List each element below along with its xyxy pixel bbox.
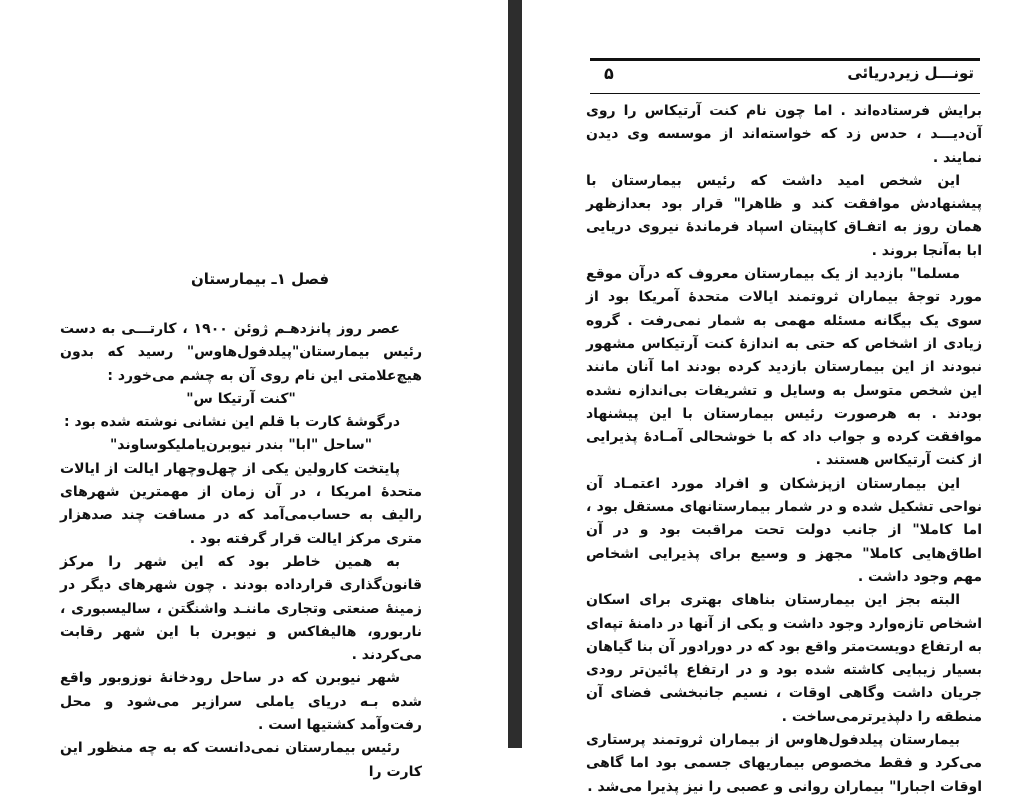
running-header (590, 58, 980, 94)
paragraph: برایش فرستاده‌اند . اما چون نام کنت آرتیکاس را روی آن‌دیـــد ، حدس زد که خواسته‌اند از موسسه وی دیدن نمایند . (586, 103, 982, 166)
paragraph: این بیمارستان ازپزشکان و افراد مورد اعتمـاد آن نواحی تشکیل شده و در شمار بیمارستانهای مستقل بود ، اما کاملا" از جانب دولت تحت مراقبت بود و در آن اطاق‌هایی کاملا" مجهز و وسیع برای پذیرایی اشخاص مهم وجود داشت . (586, 475, 982, 585)
right-page-text (586, 100, 982, 799)
address-line: "ساحل "ابا" بندر نیوبرن‌یاملیکوساوند" (109, 437, 373, 454)
paragraph: به همین خاطر بود که این شهر را مرکز قانون‌گذاری قرارداده بودند . چون شهرهای دیگر در زمینه‌ٔ صنعتی وتجاری ماننـد واشنگتن ، سالیسبوری ، ناربورو، هالیفاکس و نیوبرن با این شهر رقابت می‌کردند . (60, 553, 422, 664)
paragraph: البته بجز این بیمارستان بناهای بهتری برای اسکان اشخاص تازه‌وارد وجود داشت و یکی از آنها در دامنه‌ٔ تپه‌ای به ارتفاع دویست‌متر واقع بود که در دورادور آن بنا گیاهان بسیار زیبایی کاشته شده بود و در ارتفاع پائین‌تر رودی جریان داشت وگاهی اوقات ، نسیم جانبخشی فضای آن منطقه را دلپذیرترمی‌ساخت . (586, 592, 982, 725)
paragraph: درگوشه‌ٔ کارت با قلم این نشانی نوشته شده بود : (64, 414, 400, 431)
right-page (522, 0, 1024, 795)
page-number: ۵ (604, 64, 614, 83)
chapter-title: فصل ۱ـ بیمارستان (190, 270, 330, 288)
paragraph: مسلما" بازدید از یک بیمارستان معروف که درآن موقع مورد توجه‌ٔ بیماران ثروتمند ایالات متحده‌ٔ آمریکا بود از سوی یک بیگانه مسئله مهمی به شمار نمی‌رفت . گروه زیادی از اشخاص که حتی به اندازه‌ٔ کنت آرتیکاس مشهور نبودند از این بیمارستان بازدید کرده بودند اما آنان مانند این شخص متوسل به وسایل و تشریفات بی‌اندازه نشده بودند . به هرصورت رئیس بیمارستان با این پیشنهاد موافقت کرده و جواب داد که با خوشحالی آمـاده‌ٔ پذیرایی از کنت آرتیکاس هستند . (586, 266, 982, 469)
running-title: تونـــل زیردریائی (847, 64, 974, 82)
book-gutter (508, 0, 522, 748)
card-name-line: "کنت آرتیکا س" (186, 390, 296, 407)
paragraph: این شخص امید داشت که رئیس بیمارستان با پیشنهادش موافقت کند و ظاهرا" قرار بود بعدازظهر همان روز به اتفـاق کاپیتان اسپاد فرمانده‌ٔ نیروی دریایی ابا به‌آنجا بروند . (586, 172, 982, 259)
left-page (0, 0, 508, 780)
paragraph: عصر روز پانزدهـم ژوئن ۱۹۰۰ ، کارتـــی به دست رئیس بیمارستان"پیلدفول‌هاوس" رسید که بدون هیچ‌علامتی این نام روی آن به چشم می‌خورد : (60, 321, 422, 384)
left-page-text (60, 318, 422, 784)
paragraph: بیمارستان پیلدفول‌هاوس از بیماران ثروتمند پرستاری می‌کرد و فقط مخصوص بیماریهای جسمی بود اما گاهی اوقات اجبارا" بیماران روانی و عصبی را نیز پذیرا می‌شد . (586, 732, 982, 795)
paragraph: رئیس بیمارستان نمی‌دانست که به چه منظور این کارت را (60, 740, 422, 780)
paragraph: پایتخت کارولین یکی از چهل‌وچهار ایالت از ایالات متحده‌ٔ امریکا ، در آن زمان از مهمترین شهرهای رالیف به حساب‌می‌آمد که در مسافت چند صدهزار متری مرکز ایالت قرار گرفته بود . (60, 460, 422, 547)
paragraph: شهر نیوبرن که در ساحل رودخانه‌ٔ نوزوبور واقع شده بـه دریای یاملی سرازیر می‌شود و محل رفت‌وآمد کشتیها است . (60, 670, 422, 734)
